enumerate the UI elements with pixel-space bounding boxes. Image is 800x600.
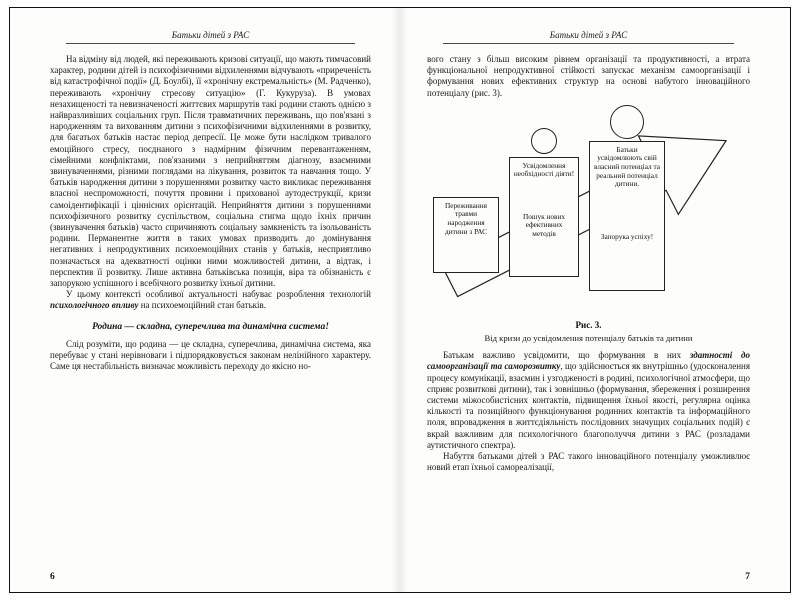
running-header-left: Батьки дітей з РАС: [66, 30, 355, 44]
figure-box-awareness: [509, 157, 579, 277]
page-right: [399, 8, 790, 592]
page-number-right: 7: [745, 572, 750, 582]
spacer: [593, 189, 661, 233]
spacer: [513, 179, 575, 213]
paragraph: [50, 289, 371, 311]
left-page-body: [50, 54, 371, 372]
paragraph: На відміну від людей, які переживають кризові ситуації, що мають тимчасовий характер, родини дітей із психофізичними відхиленнями відчувають «приреченість від катастрофічної події» (Д. Боулбі), її «хронічну екстремальність» (М. Радченко), переживають «хронічну стресову ситуацію» (Г. Кукуруза). В умовах незахищеності та невизначеності життєвих маршрутів такі родини стають однією з найвразливіших соціальних груп. Після травматичних переживань, що пов'язані з народженням та вихованням дитини з психофізичними відхиленнями в розвитку, для багатьох батьків настає період депресії. Це може бути наслідком тривалого емоційного стресу, поєднаного з надмірним фізичним перевантаженням, сімейними конфліктами, пов'язаними з неприйняттям діагнозу, взаємними звинуваченнями, різними поглядами на лікування, розвиток та навчання тощо. У батьків народження дитини з порушеннями розвитку часто викликає переживання власної неспроможності, почуття провини і прихованої аутодеструкції, кризи самоідентифікації і ціннісних орієнтацій. Неприйняття дитини з порушеннями психофізичного розвитку суспільством, соціальна стигма щодо їхніх причин (звинувачення батьків) часто спричиняють соціальну замкненість та ізольованість родини. Перманентне життя в таких умовах призводить до домінування негативних і непродуктивних психоемоційних станів у батьків, несприятливо позначається на адекватності оцінки ними можливостей дитини, а відтак, і перспектив її розвитку. Лише активна батьківська позиція, віра та обізнаність є запорукою успішного і всебічного розвитку їхньої дитини.: [50, 54, 371, 289]
right-page-body: [427, 54, 750, 473]
figure-caption-label: Рис. 3.: [575, 319, 602, 330]
section-heading: Родина — складна, суперечлива та динамічна система!: [92, 321, 329, 332]
book-spread: [10, 8, 790, 592]
paragraph-text: У цьому контексті особливої актуальності набуває розроблення технологій: [66, 289, 371, 300]
spacer: [593, 242, 661, 286]
figure-3: [427, 105, 750, 317]
figure-box-crisis: [433, 197, 499, 273]
figure-box-text: Запорука успіху!: [600, 232, 654, 241]
figure-caption: [427, 320, 750, 344]
paragraph-text: , що здійснюється як внутрішньо (удосконалення процесу комунікації, взаємин і узгодженості в родині, психологічної атмосфери, що сприяє розвиткові дитини), так і зовнішньо (формування, збереження і розширення системи міжособистісних контактів, підвищення їхньої якості, регулярна оцінка кількості та позиційного функціонування родинних контактів та інформаційного поля, впровадження в життєдіяльність послідовних значущих соціальних подій) є вкрай важливим для психологічного благополуччя дитини з РАС (розладами аутистичного спектра).: [427, 361, 750, 450]
figure-box-text: Пошук нових ефективних методів: [522, 211, 566, 238]
paragraph: Слід розуміти, що родина — це складна, суперечлива, динамічна система, яка перебуває у стані нерівноваги і підпорядковується законам нелінійного характеру. Саме ця нестабільність визначає можливість переходу до якісно но-: [50, 338, 371, 372]
figure-box-text: Усвідомлення необхідності діяти!: [513, 160, 575, 179]
figure-circle-large: [610, 105, 644, 139]
paragraph-text: Батькам важливо усвідомити, що формування в них: [443, 350, 690, 361]
figure-box-potential: [589, 141, 665, 291]
figure-caption-text: Від кризи до усвідомлення потенціалу батьків та дитини: [484, 333, 693, 344]
emphasized-term: психологічного впливу: [50, 300, 139, 311]
spacer: [513, 238, 575, 272]
figure-circle-small: [531, 128, 557, 154]
running-header-right: Батьки дітей з РАС: [443, 30, 734, 44]
paragraph: вого стану з більш високим рівнем організації та продуктивності, а втрата функціональної непродуктивної стійкості запускає механізм самоорганізації і формування нових ефективних структур на основі набутого інноваційного потенціалу (рис. 3).: [427, 54, 750, 98]
emphasized-term: здатності до самоорганізації та саморозвитку: [427, 350, 750, 372]
page-number-left: 6: [50, 572, 55, 582]
page-left: [10, 8, 399, 592]
paragraph-text: на психоемоційний стан батьків.: [138, 300, 267, 311]
paragraph: [427, 350, 750, 451]
paragraph: Набуття батьками дітей з РАС такого інноваційного потенціалу уможливлює новий етап їхньої самореалізації,: [427, 451, 750, 473]
figure-box-text: Переживання травми народження дитини з РАС: [444, 200, 488, 236]
book-scan-frame: [9, 7, 791, 593]
figure-box-text: Батьки усвідомлюють свій власний потенціал та реальний потенціал дитини.: [593, 144, 660, 189]
